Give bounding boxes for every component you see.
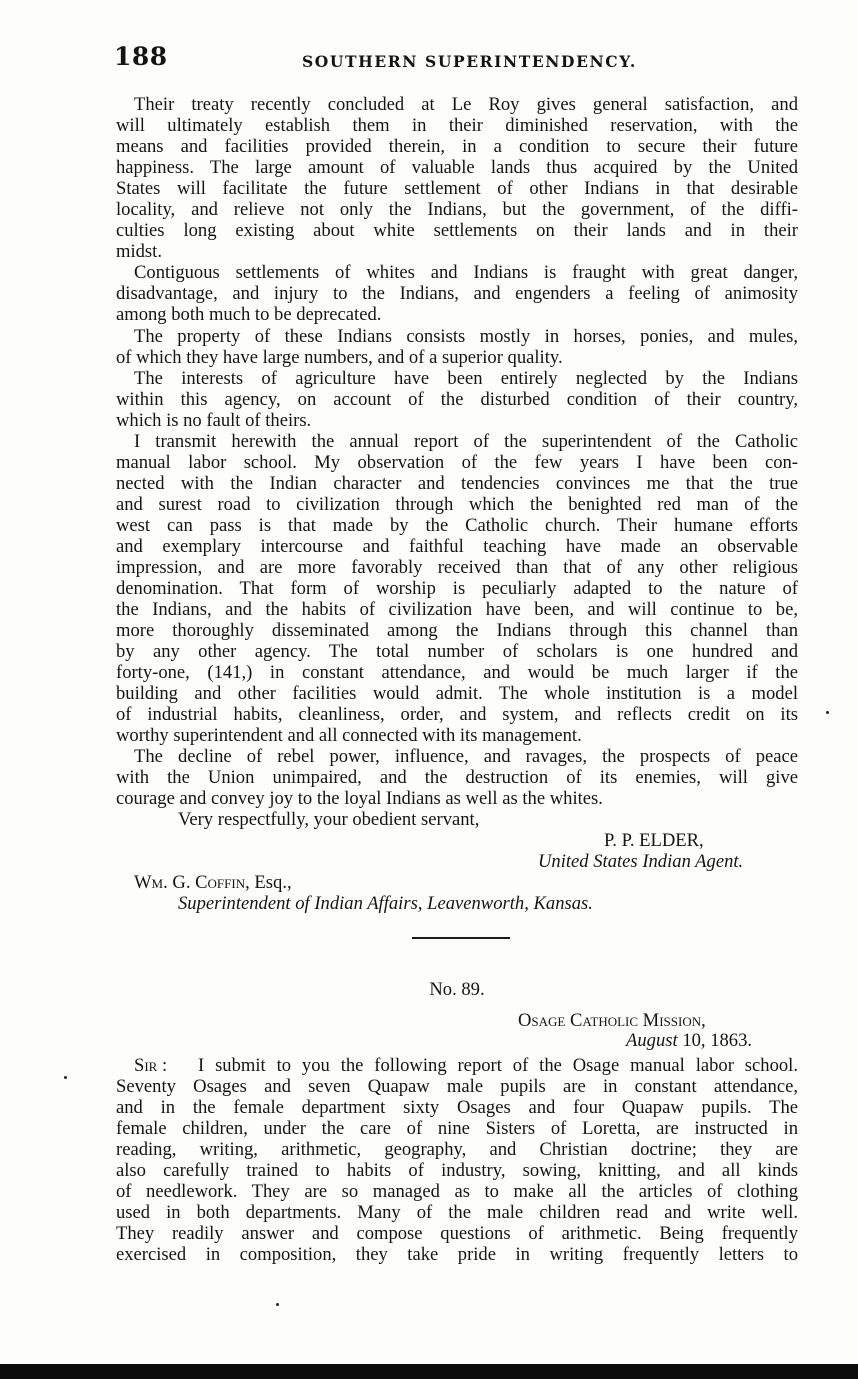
section-number: No. 89. bbox=[429, 979, 485, 1000]
body-line: west can pass is that made by the Catholic church. Their humane efforts bbox=[116, 515, 798, 536]
body-line: disadvantage, and injury to the Indians, and engenders a feeling of animosity bbox=[116, 283, 798, 304]
scan-speck bbox=[276, 1303, 279, 1306]
addressee-prefix: Wm. bbox=[134, 872, 168, 893]
body-line: among both much to be deprecated. bbox=[116, 304, 382, 325]
page-number: 188 bbox=[114, 42, 168, 71]
signer-name: P. P. ELDER, bbox=[604, 830, 704, 851]
scan-border bbox=[0, 1364, 858, 1379]
scan-speck bbox=[64, 1076, 67, 1079]
body-line: locality, and relieve not only the Indians, but the government, of the diffi- bbox=[116, 199, 798, 220]
body-line: the Indians, and the habits of civilization have been, and will continue to be, bbox=[116, 599, 798, 620]
body-line: worthy superintendent and all connected with its management. bbox=[116, 725, 582, 746]
body-line: will ultimately establish them in their diminished reservation, with the bbox=[116, 115, 798, 136]
body-line: The decline of rebel power, influence, and ravages, the prospects of peace bbox=[134, 746, 798, 767]
letter-line: of needlework. They are so managed as to make all the articles of clothing bbox=[116, 1181, 798, 1202]
letter-line: They readily answer and compose questions of arithmetic. Being frequently bbox=[116, 1223, 798, 1244]
body-line: courage and convey joy to the loyal Indians as well as the whites. bbox=[116, 788, 603, 809]
body-line: with the Union unimpaired, and the destruction of its enemies, will give bbox=[116, 767, 798, 788]
body-line: happiness. The large amount of valuable lands thus acquired by the United bbox=[116, 157, 798, 178]
body-line: and exemplary intercourse and faithful teaching have made an observable bbox=[116, 536, 798, 557]
letter-line: Seventy Osages and seven Quapaw male pupils are in constant attendance, bbox=[116, 1076, 798, 1097]
body-line: The property of these Indians consists mostly in horses, ponies, and mules, bbox=[134, 326, 798, 347]
body-line: I transmit herewith the annual report of the superintendent of the Catholic bbox=[134, 431, 798, 452]
letter-line: also carefully trained to habits of industry, sowing, knitting, and all kinds bbox=[116, 1160, 798, 1181]
letter-line: used in both departments. Many of the male children read and write well. bbox=[116, 1202, 798, 1223]
body-line: The interests of agriculture have been entirely neglected by the Indians bbox=[134, 368, 798, 389]
addressee-line bbox=[134, 873, 534, 893]
body-line: of which they have large numbers, and of a superior quality. bbox=[116, 347, 563, 368]
body-line: more thoroughly disseminated among the Indians through this channel than bbox=[116, 620, 798, 641]
salutation: Very respectfully, your obedient servant, bbox=[178, 809, 480, 830]
body-line: which is no fault of theirs. bbox=[116, 410, 312, 431]
body-line: culties long existing about white settlements on their lands and in their bbox=[116, 220, 798, 241]
body-line: by any other agency. The total number of scholars is one hundred and bbox=[116, 641, 798, 662]
body-line: denomination. That form of worship is peculiarly adapted to the nature of bbox=[116, 578, 798, 599]
body-line: Their treaty recently concluded at Le Roy gives general satisfaction, and bbox=[134, 94, 798, 115]
letter-line: exercised in composition, they take pride in writing frequently letters to bbox=[116, 1244, 798, 1265]
body-line: manual labor school. My observation of the few years I have been con- bbox=[116, 452, 798, 473]
date-month: August bbox=[626, 1030, 678, 1051]
body-line: impression, and are more favorably received than that of any other religious bbox=[116, 557, 798, 578]
body-line: States will facilitate the future settlement of other Indians in that desirable bbox=[116, 178, 798, 199]
addressee-suffix: Esq., bbox=[254, 872, 292, 893]
scan-speck bbox=[826, 711, 829, 714]
date-rest: 10, 1863. bbox=[682, 1030, 753, 1051]
section-place: Osage Catholic Mission, bbox=[518, 1010, 706, 1031]
body-line: Contiguous settlements of whites and Indians is fraught with great danger, bbox=[134, 262, 798, 283]
body-line: forty-one, (141,) in constant attendance, and would be much larger if the bbox=[116, 662, 798, 683]
body-line: midst. bbox=[116, 241, 162, 262]
body-line: within this agency, on account of the disturbed condition of their country, bbox=[116, 389, 798, 410]
section-date bbox=[626, 1031, 806, 1051]
letter-line: female children, under the care of nine Sisters of Loretta, are instructed in bbox=[116, 1118, 798, 1139]
body-line: means and facilities provided therein, in a condition to secure their future bbox=[116, 136, 798, 157]
section-divider bbox=[412, 937, 510, 939]
letter-line: and in the female department sixty Osages and four Quapaw pupils. The bbox=[116, 1097, 798, 1118]
body-line: building and other facilities would admit. The whole institution is a model bbox=[116, 683, 798, 704]
body-line: of industrial habits, cleanliness, order, and system, and reflects credit on its bbox=[116, 704, 798, 725]
signer-title: United States Indian Agent. bbox=[538, 851, 744, 872]
body-line: nected with the Indian character and tendencies convinces me that the true bbox=[116, 473, 798, 494]
letter-greeting: Sir : bbox=[134, 1055, 168, 1076]
letter-line: I submit to you the following report of the Osage manual labor school. bbox=[198, 1055, 798, 1076]
addressee-name: G. Coffin, bbox=[172, 872, 250, 893]
body-line: and surest road to civilization through which the benighted red man of the bbox=[116, 494, 798, 515]
addressee-office: Superintendent of Indian Affairs, Leavenworth, Kansas. bbox=[178, 893, 593, 914]
letter-line: reading, writing, arithmetic, geography, and Christian doctrine; they are bbox=[116, 1139, 798, 1160]
running-title: SOUTHERN SUPERINTENDENCY. bbox=[302, 52, 637, 71]
page-header bbox=[114, 40, 804, 80]
